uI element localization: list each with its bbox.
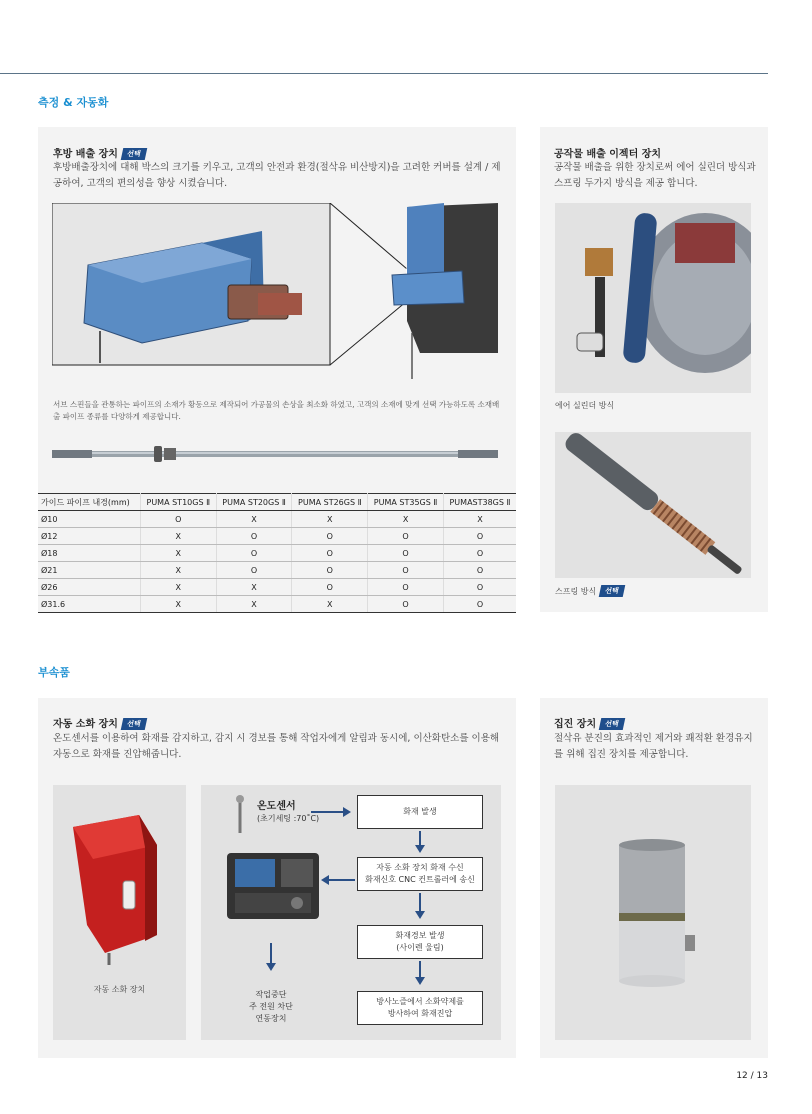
header-rule <box>0 73 768 74</box>
table-cell: O <box>443 579 516 596</box>
arrow-right <box>311 811 345 813</box>
fire-flow-diagram <box>201 785 501 1040</box>
table-cell: X <box>292 511 368 528</box>
fire-extinguisher-desc: 온도센서를 이용하여 화재를 감지하고, 감지 시 경보를 통해 작업자에게 알림과 동시에, 이산화탄소를 이용해 자동으로 화재를 진압해줍니다. <box>53 733 500 760</box>
table-cell: Ø12 <box>38 528 140 545</box>
arrow-head <box>266 963 276 971</box>
table-row <box>38 528 516 545</box>
table-cell: X <box>140 528 216 545</box>
arrow-head <box>321 875 329 885</box>
table-cell: O <box>368 596 444 613</box>
table-header: PUMA ST10GS Ⅱ <box>140 494 216 511</box>
table-header: PUMA ST35GS Ⅱ <box>368 494 444 511</box>
table-cell: X <box>368 511 444 528</box>
table-header: PUMA ST26GS Ⅱ <box>292 494 368 511</box>
option-badge: 선택 <box>121 718 147 730</box>
dust-collector-panel <box>540 698 768 1058</box>
option-badge: 선택 <box>121 148 147 160</box>
pipe-note: 서브 스핀들을 관통하는 파이프의 소재가 황동으로 제작되어 가공물의 손상을 최소화 하였고, 고객의 소재에 맞게 선택 가능하도록 소재배출 파이프 종류를 다양하게 제공합니다. <box>53 400 500 421</box>
table-cell: O <box>368 562 444 579</box>
table-cell: Ø10 <box>38 511 140 528</box>
table-cell: Ø31.6 <box>38 596 140 613</box>
table-cell: O <box>292 562 368 579</box>
flow-step-4: 방사노즐에서 소화약제를 방사하여 화재진압 <box>357 991 483 1025</box>
table-row <box>38 579 516 596</box>
table-cell: X <box>443 511 516 528</box>
table-cell: X <box>140 545 216 562</box>
ejector-desc: 공작물 배출을 위한 장치로써 에어 실린더 방식과 스프링 두가지 방식을 제공 합니다. <box>554 162 756 189</box>
option-badge: 선택 <box>599 585 625 597</box>
option-badge: 선택 <box>599 718 625 730</box>
table-cell: X <box>292 596 368 613</box>
table-cell: O <box>292 579 368 596</box>
table-cell: X <box>140 562 216 579</box>
arrow-down <box>270 943 272 965</box>
table-cell: O <box>292 545 368 562</box>
table-cell: O <box>216 528 292 545</box>
flow-step-1: 화재 발생 <box>357 795 483 829</box>
air-cylinder-caption: 에어 실린더 방식 <box>555 401 615 410</box>
rear-discharge-panel <box>38 127 516 612</box>
flow-step-3: 화재경보 발생 (사이렌 울림) <box>357 925 483 959</box>
sensor-label: 온도센서 <box>257 801 296 812</box>
table-cell: O <box>443 596 516 613</box>
rear-discharge-illustration <box>52 203 502 379</box>
arrow-head <box>415 911 425 919</box>
table-cell: Ø18 <box>38 545 140 562</box>
spring-ejector-image <box>555 432 751 578</box>
fire-extinguisher-image-box <box>53 785 186 1040</box>
table-cell: X <box>140 596 216 613</box>
dust-collector-image <box>555 785 751 1040</box>
fire-extinguisher-panel <box>38 698 516 1058</box>
table-cell: Ø21 <box>38 562 140 579</box>
arrow-down <box>419 893 421 913</box>
table-header: 가이드 파이프 내경(mm) <box>38 494 140 511</box>
rear-discharge-desc: 후방배출장치에 대해 박스의 크기를 키우고, 고객의 안전과 환경(절삭유 비산방지)을 고려한 커버를 설계 / 제공하여, 고객의 편의성을 향상 시켰습니다. <box>53 162 501 189</box>
section-title-accessories: 부속품 <box>38 666 70 679</box>
table-cell: X <box>216 511 292 528</box>
section-title-measurement: 측정 & 자동화 <box>38 96 109 109</box>
dust-collector-title: 집진 장치 선택 <box>554 715 624 730</box>
arrow-head <box>343 807 351 817</box>
fire-extinguisher-image <box>53 785 186 975</box>
table-cell: O <box>216 562 292 579</box>
table-cell: X <box>216 596 292 613</box>
table-row <box>38 545 516 562</box>
air-cylinder-image <box>555 203 751 393</box>
table-cell: X <box>140 579 216 596</box>
table-header: PUMAST38GS Ⅱ <box>443 494 516 511</box>
stop-text: 작업중단 주 전원 차단 연동장치 <box>249 990 293 1023</box>
table-cell: O <box>368 545 444 562</box>
table-cell: Ø26 <box>38 579 140 596</box>
flow-step-2: 자동 소화 장치 화재 수신 화재신호 CNC 컨트롤러에 송신 <box>357 857 483 891</box>
sensor-setting: (초기세팅 :70˚C) <box>257 814 320 823</box>
ejector-title: 공작물 배출 이젝터 장치 <box>554 149 662 160</box>
table-cell: O <box>443 545 516 562</box>
table-cell: O <box>292 528 368 545</box>
guide-pipe-table <box>38 493 516 613</box>
arrow-head <box>415 977 425 985</box>
table-row <box>38 562 516 579</box>
arrow-head <box>415 845 425 853</box>
cnc-controller-icon <box>227 853 319 919</box>
table-cell: O <box>443 528 516 545</box>
table-cell: O <box>140 511 216 528</box>
table-cell: X <box>216 579 292 596</box>
thermometer-icon <box>229 793 251 839</box>
ejector-panel <box>540 127 768 612</box>
table-cell: O <box>216 545 292 562</box>
arrow-left <box>327 879 355 881</box>
fire-extinguisher-caption: 자동 소화 장치 <box>93 985 146 994</box>
table-header: PUMA ST20GS Ⅱ <box>216 494 292 511</box>
page-number: 12 / 13 <box>736 1071 768 1081</box>
table-cell: O <box>368 528 444 545</box>
fire-extinguisher-title: 자동 소화 장치 선택 <box>53 715 145 730</box>
dust-collector-desc: 절삭유 분진의 효과적인 제거와 쾌적환 환경유지를 위해 집진 장치를 제공합니다. <box>554 733 753 760</box>
spring-caption: 스프링 방식 선택 <box>555 585 624 597</box>
table-cell: O <box>443 562 516 579</box>
guide-pipe-illustration <box>52 442 502 470</box>
table-row <box>38 596 516 613</box>
rear-discharge-title: 후방 배출 장치 선택 <box>53 145 145 160</box>
table-cell: O <box>368 579 444 596</box>
table-row <box>38 511 516 528</box>
